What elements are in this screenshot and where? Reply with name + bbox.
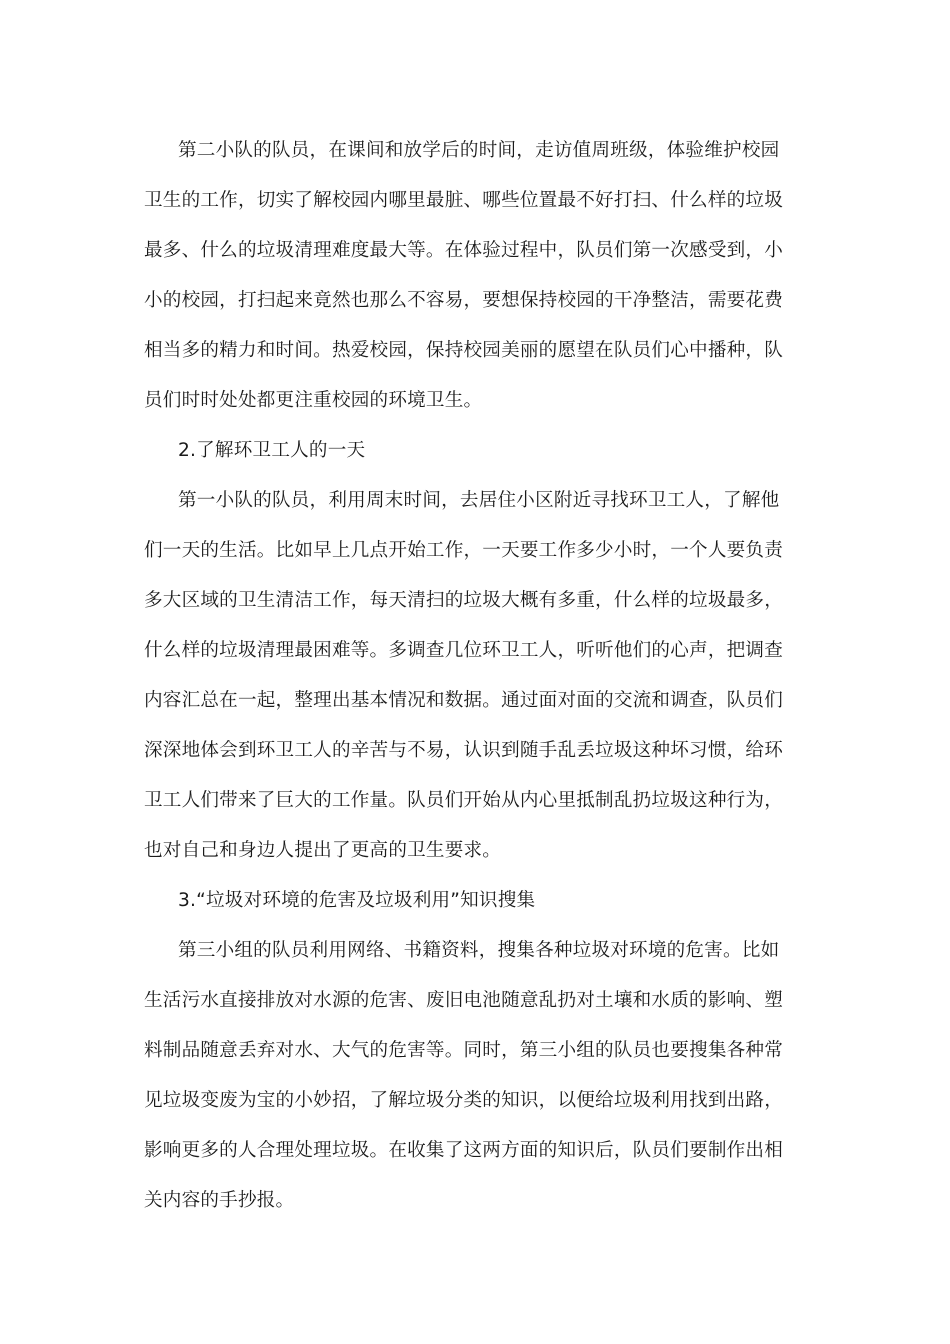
- text-line: 第一小队的队员，利用周末时间，去居住小区附近寻找环卫工人，了解他: [178, 490, 780, 511]
- text-line: 见垃圾变废为宝的小妙招，了解垃圾分类的知识，以便给垃圾利用找到出路，: [144, 1090, 783, 1111]
- text-line: 第三小组的队员利用网络、书籍资料，搜集各种垃圾对环境的危害。比如: [178, 940, 780, 961]
- document-body: [144, 131, 798, 1231]
- heading-text: 3.“垃圾对环境的危害及垃圾利用”知识搜集: [178, 890, 536, 911]
- text-line: 卫生的工作，切实了解校园内哪里最脏、哪些位置最不好打扫、什么样的垃圾: [144, 190, 783, 211]
- text-line: 多大区域的卫生清洁工作，每天清扫的垃圾大概有多重，什么样的垃圾最多，: [144, 590, 783, 611]
- text-line: 们一天的生活。比如早上几点开始工作，一天要工作多少小时，一个人要负责: [144, 540, 783, 561]
- text-line: 最多、什么的垃圾清理难度最大等。在体验过程中，队员们第一次感受到，小: [144, 240, 783, 261]
- section-heading-3: [144, 881, 798, 931]
- paragraph-team-three: [144, 931, 798, 1231]
- text-line: 卫工人们带来了巨大的工作量。队员们开始从内心里抵制乱扔垃圾这种行为，: [144, 790, 783, 811]
- paragraph-team-one: [144, 481, 798, 881]
- text-line: 内容汇总在一起，整理出基本情况和数据。通过面对面的交流和调查，队员们: [144, 690, 783, 711]
- section-heading-2: [144, 431, 798, 481]
- text-line: 相当多的精力和时间。热爱校园，保持校园美丽的愿望在队员们心中播种，队: [144, 340, 783, 361]
- text-line: 小的校园，打扫起来竟然也那么不容易，要想保持校园的干净整洁，需要花费: [144, 290, 783, 311]
- text-line: 员们时时处处都更注重校园的环境卫生。: [144, 390, 483, 411]
- text-line: 深深地体会到环卫工人的辛苦与不易，认识到随手乱丢垃圾这种坏习惯，给环: [144, 740, 783, 761]
- paragraph-team-two: [144, 131, 798, 431]
- text-line: 什么样的垃圾清理最困难等。多调查几位环卫工人，听听他们的心声，把调查: [144, 640, 783, 661]
- text-line: 第二小队的队员，在课间和放学后的时间，走访值周班级，体验维护校园: [178, 140, 780, 161]
- text-line: 也对自己和身边人提出了更高的卫生要求。: [144, 840, 502, 861]
- text-line: 影响更多的人合理处理垃圾。在收集了这两方面的知识后，队员们要制作出相: [144, 1140, 783, 1161]
- heading-text: 2.了解环卫工人的一天: [178, 440, 366, 461]
- text-line: 生活污水直接排放对水源的危害、废旧电池随意乱扔对土壤和水质的影响、塑: [144, 990, 783, 1011]
- text-line: 料制品随意丢弃对水、大气的危害等。同时，第三小组的队员也要搜集各种常: [144, 1040, 783, 1061]
- text-line: 关内容的手抄报。: [144, 1190, 295, 1211]
